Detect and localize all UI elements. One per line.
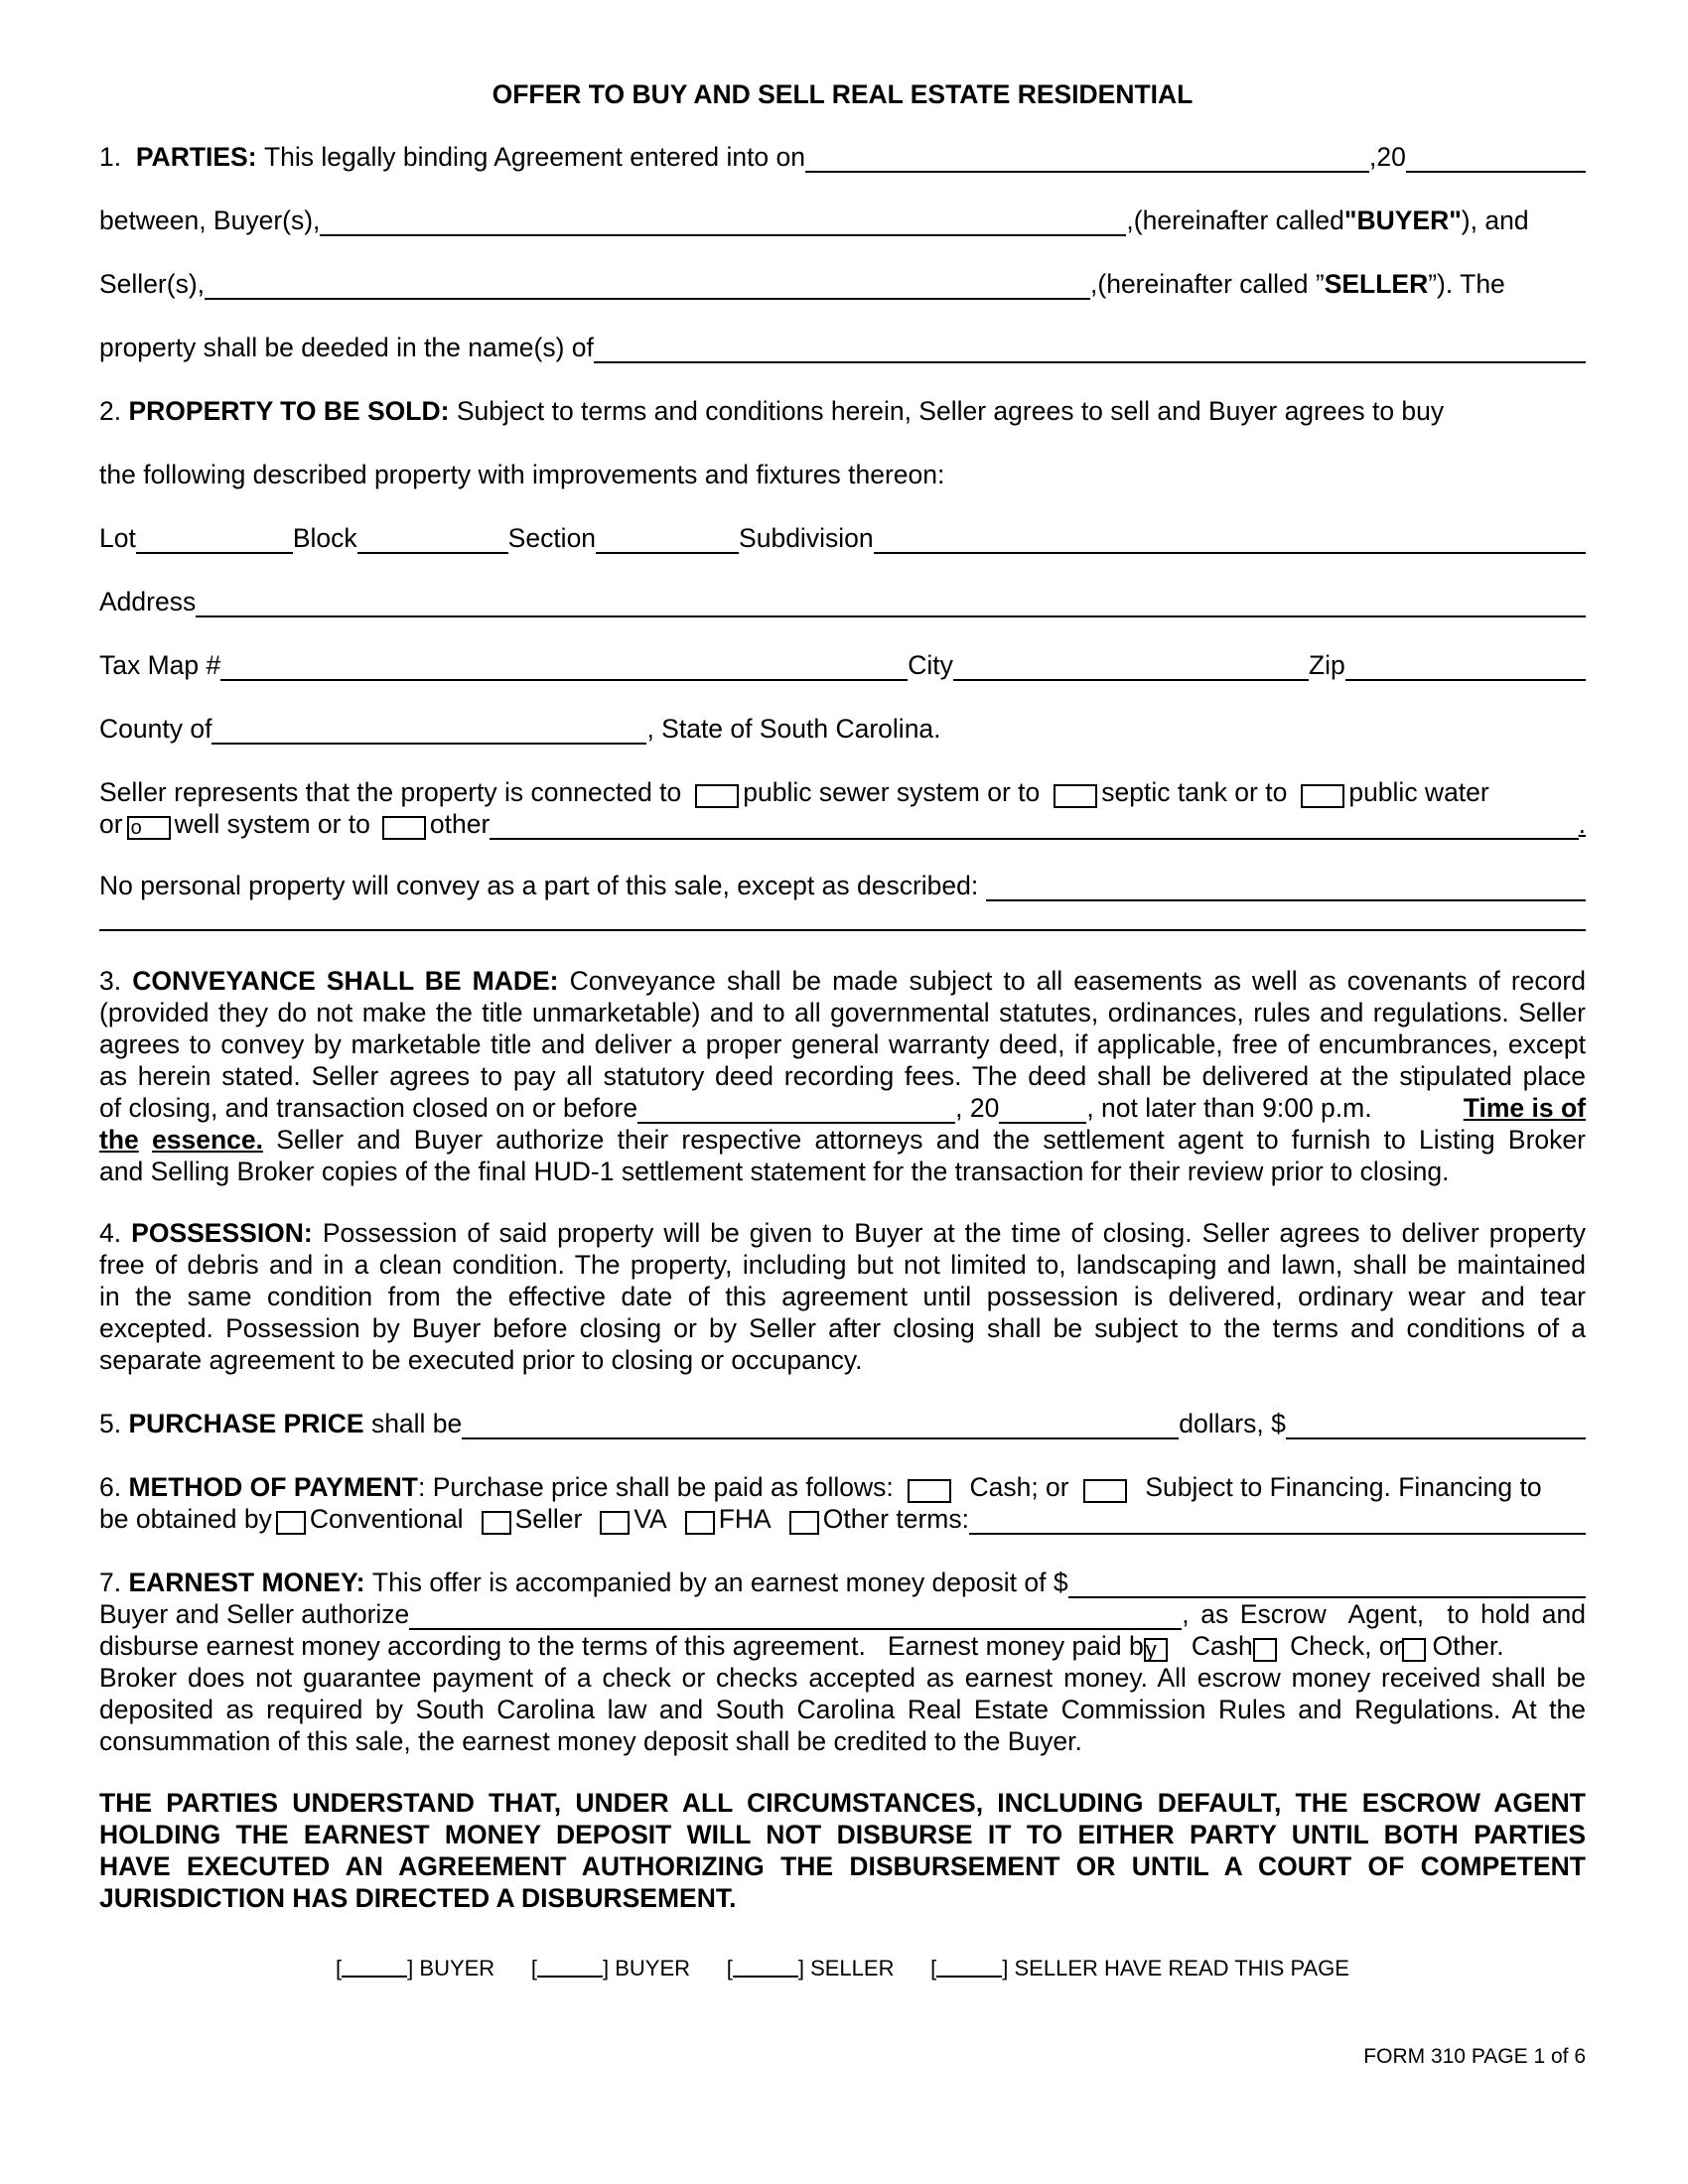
earnest-money-paragraph: 7. EARNEST MONEY: This offer is accompanied by an earnest money deposit of $ Buyer and Seller authorize , as Escrow Agent, to hold and disburse earnest money according to the terms of this agreement. Earnest money paid b y Cash Check, or Other. Broker does not guarantee payment of a check or checks accepted as earnest money. All escrow money received shall be deposited as required by South Carolina law and South Carolina Real Estate Commission Rules and Regulations. At the consummation of this sale, the earnest money deposit shall be credited to the Buyer. — [99, 1568, 1586, 1756]
purchase-price-line: 5. PURCHASE PRICE shall be dollars, $ — [99, 1408, 1586, 1439]
other-utility-checkbox[interactable] — [382, 816, 426, 840]
payment-line-1: 6. METHOD OF PAYMENT : Purchase price shall be paid as follows: Cash; or Subject to Financing. Financing to — [99, 1472, 1542, 1502]
utilities-line-2: or o well system or to other . — [99, 809, 1586, 839]
closing-date-field[interactable] — [637, 1098, 955, 1124]
earnest-money-heading: EARNEST MONEY: — [128, 1568, 365, 1597]
seller-initials-1[interactable] — [733, 1958, 798, 1978]
zip-field[interactable] — [1345, 655, 1586, 681]
buyer-initials-1[interactable] — [342, 1958, 407, 1978]
payment-line-2: be obtained by Conventional Seller VA FHA Other terms: — [99, 1503, 1586, 1535]
public-sewer-checkbox[interactable] — [695, 784, 739, 808]
closing-year-field[interactable] — [999, 1098, 1086, 1124]
parties-line-4: property shall be deeded in the name(s) of — [99, 332, 1586, 363]
earnest-deposit-field[interactable] — [1068, 1572, 1586, 1598]
buyer-name-field[interactable] — [320, 210, 1126, 236]
buyer-initials-2[interactable] — [537, 1958, 603, 1978]
property-heading: PROPERTY TO BE SOLD: — [128, 396, 450, 426]
lot-field[interactable] — [136, 528, 293, 554]
escrow-agent-field[interactable] — [409, 1604, 1182, 1630]
escrow-notice: THE PARTIES UNDERSTAND THAT, UNDER ALL CIRCUMSTANCES, INCLUDING DEFAULT, THE ESCROW AGENT HOLDING THE EARNEST MONEY DEPOSIT WILL NOT DISBURSE IT TO EITHER PARTY UNTIL BOTH PARTIES HAVE EXECUTED AN AGREEMENT AUTHORIZING THE DISBURSEMENT OR UNTIL A COURT OF COMPETENT JURISDICTION HAS DIRECTED A DISBURSEMENT. — [99, 1788, 1586, 1913]
property-line-1: 2. PROPERTY TO BE SOLD: Subject to terms and conditions herein, Seller agrees to sell and Buyer agrees to buy — [99, 396, 1445, 426]
other-terms-checkbox[interactable] — [789, 1511, 819, 1535]
septic-tank-checkbox[interactable] — [1054, 784, 1097, 808]
possession-heading: POSSESSION: — [131, 1218, 313, 1248]
parties-line-2: between, Buyer(s), ,(hereinafter called "BUYER" ), and — [99, 205, 1529, 235]
payment-heading: METHOD OF PAYMENT — [128, 1472, 418, 1502]
conveyance-paragraph: 3. CONVEYANCE SHALL BE MADE: Conveyance shall be made subject to all easements as well as covenants of record (provided they do not make the title unmarketable) and to all governmental statutes, ordinances, rules and regulations. Seller agrees to convey by marketable title and deliver a proper general warranty deed, if applicable, free of encumbrances, except as herein stated. Seller agrees to pay all statutory deed recording fees. The deed shall be delivered at the stipulated place of closing, and transaction closed on or before , 20 , not later than 9:00 p.m. Time is of the essence. Seller and Buyer authorize their respective attorneys and the settlement agent to furnish to Listing Broker and Selling Broker copies of the final HUD-1 settlement statement for the transaction for their review prior to closing. — [99, 966, 1586, 1186]
tax-map-field[interactable] — [220, 655, 908, 681]
property-county-line: County of , State of South Carolina. — [99, 714, 941, 744]
purchase-price-amount-field[interactable] — [1286, 1414, 1586, 1439]
financing-checkbox[interactable] — [1083, 1479, 1127, 1503]
personal-property-field-2[interactable] — [99, 905, 1586, 931]
agreement-date-field[interactable] — [805, 147, 1369, 173]
seller-name-field[interactable] — [205, 274, 1090, 300]
section-field[interactable] — [596, 528, 739, 554]
personal-property-line: No personal property will convey as a part of this sale, except as described: — [99, 870, 1586, 901]
subdivision-field[interactable] — [874, 528, 1586, 554]
utilities-line-1: Seller represents that the property is connected to public sewer system or to septic tank or to public water — [99, 777, 1489, 807]
purchase-price-words-field[interactable] — [462, 1414, 1179, 1439]
property-address-line: Address — [99, 586, 1586, 617]
purchase-price-heading: PURCHASE PRICE — [128, 1409, 364, 1438]
conventional-checkbox[interactable] — [276, 1511, 306, 1535]
seller-financing-checkbox[interactable] — [482, 1511, 511, 1535]
personal-property-field[interactable] — [986, 876, 1586, 901]
earnest-check-checkbox[interactable] — [1253, 1638, 1277, 1662]
city-field[interactable] — [953, 655, 1309, 681]
personal-property-line-2 — [99, 905, 1586, 931]
form-footer: FORM 310 PAGE 1 of 6 — [1363, 2045, 1586, 2068]
fha-checkbox[interactable] — [685, 1511, 715, 1535]
agreement-year-field[interactable] — [1406, 147, 1586, 173]
form-title: OFFER TO BUY AND SELL REAL ESTATE RESIDENTIAL — [492, 79, 1194, 109]
property-line-2: the following described property with improvements and fixtures thereon: — [99, 460, 945, 489]
earnest-cash-checkbox[interactable]: y — [1144, 1638, 1168, 1662]
parties-heading: PARTIES: — [135, 142, 257, 172]
county-field[interactable] — [211, 719, 646, 745]
public-water-checkbox[interactable] — [1301, 784, 1344, 808]
property-taxmap-line: Tax Map # City Zip — [99, 649, 1586, 681]
cash-checkbox[interactable] — [908, 1479, 951, 1503]
property-lot-line: Lot Block Section Subdivision — [99, 522, 1586, 554]
initials-line: [ ] BUYER [ ] BUYER [ ] SELLER [ ] SELLER HAVE READ THIS PAGE — [336, 1956, 1349, 1980]
seller-initials-2[interactable] — [936, 1958, 1002, 1978]
deed-name-field[interactable] — [594, 338, 1586, 363]
earnest-other-checkbox[interactable] — [1402, 1638, 1426, 1662]
other-terms-field[interactable] — [969, 1509, 1586, 1535]
parties-line-3: Seller(s), ,(hereinafter called ” SELLER ”). The — [99, 269, 1505, 299]
parties-line-1: 1. PARTIES: This legally binding Agreement entered into on ,20 — [99, 141, 1586, 173]
address-field[interactable] — [196, 592, 1586, 617]
block-field[interactable] — [357, 528, 508, 554]
va-checkbox[interactable] — [600, 1511, 630, 1535]
other-utility-field[interactable] — [490, 814, 1578, 840]
possession-paragraph: 4. POSSESSION: Possession of said property will be given to Buyer at the time of closing. Seller agrees to deliver property free of debris and in a clean condition. The property, including but not limited to, landscaping and lawn, shall be maintained in the same condition from the effective date of this agreement until possession is delivered, ordinary wear and tear excepted. Possession by Buyer before closing or by Seller after closing shall be subject to the terms and conditions of a separate agreement to be executed prior to closing or occupancy. — [99, 1218, 1586, 1375]
conveyance-heading: CONVEYANCE SHALL BE MADE: — [132, 966, 559, 996]
well-system-checkbox[interactable]: o — [127, 816, 171, 840]
